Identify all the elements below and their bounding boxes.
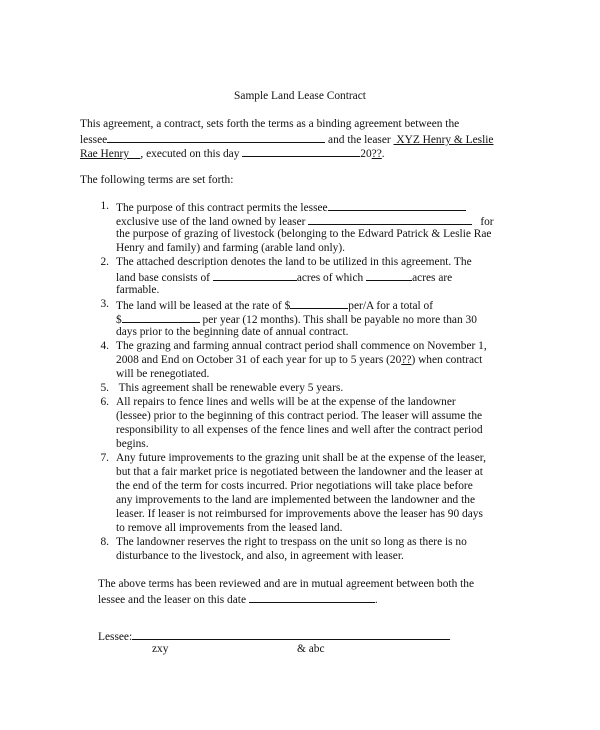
- lessee-name-blank[interactable]: [107, 131, 325, 143]
- term-2-acres-blank[interactable]: [213, 269, 297, 281]
- term-2-line-1: The attached description denotes the land to be utilized in this agreement. The: [116, 256, 472, 268]
- term-1-leaser-blank[interactable]: [308, 213, 472, 225]
- document-title: Sample Land Lease Contract: [234, 90, 366, 102]
- term-1-line-3: the purpose of grazing of livestock (belonging to the Edward Patrick & Leslie Rae: [116, 228, 492, 240]
- term-8-line-1: The landowner reserves the right to trespass on the unit so long as there is no: [116, 536, 467, 548]
- signature-name-1: zxy: [152, 643, 169, 655]
- term-3-total-blank[interactable]: [122, 311, 200, 323]
- term-3-line-3: days prior to the beginning date of annual contract.: [116, 326, 349, 338]
- term-4-text-2a: 2008 and End on October 31 of each year for up to 5 years (20: [116, 354, 402, 366]
- term-3-text-2b: per year (12 months). This shall be payable no more than 30: [199, 314, 477, 326]
- term-7-line-6: to remove all improvements from the leased land.: [116, 522, 343, 534]
- intro-line-3: [80, 145, 385, 161]
- term-1-text-2a: exclusive use of the land owned by leaser: [116, 216, 309, 228]
- term-6-number: 6.: [100, 396, 109, 408]
- term-6-line-3: responsibility to all expenses of the fence lines and well after the contract period: [116, 424, 483, 436]
- term-2-text-2b: acres of which: [296, 272, 367, 284]
- year-prefix: 20: [360, 148, 372, 160]
- signature-name-2: & abc: [297, 643, 325, 655]
- term-1-text-1: The purpose of this contract permits the lessee: [116, 202, 328, 214]
- year-suffix: ??: [371, 148, 382, 160]
- term-7-line-3: the end of the term for costs incurred. Prior negotiations will take place before: [116, 480, 473, 492]
- term-3-number: 3.: [100, 298, 109, 310]
- intro-line-1: This agreement, a contract, sets forth the terms as a binding agreement between the: [80, 118, 460, 130]
- term-1-text-2b: for: [480, 216, 494, 228]
- term-3-text-1a: The land will be leased at the rate of $: [116, 300, 291, 312]
- term-7-line-4: any improvements to the land are implemented between the landowner and the: [116, 494, 475, 506]
- term-5-line-1: This agreement shall be renewable every 5 years.: [116, 382, 344, 394]
- term-4-line-2: [116, 353, 482, 367]
- term-2-line-2: [116, 269, 452, 285]
- term-4-number: 4.: [100, 340, 109, 352]
- term-7-line-2: but that a fair market price is negotiated between the landowner and the leaser at: [116, 466, 483, 478]
- closing-text-end: .: [374, 594, 378, 606]
- term-2-number: 2.: [100, 256, 109, 268]
- term-4-line-1: The grazing and farming annual contract period shall commence on November 1,: [116, 340, 487, 352]
- term-2-text-2c: acres are: [412, 272, 453, 284]
- term-1-lessee-blank[interactable]: [328, 199, 466, 211]
- term-8-line-2: disturbance to the livestock, and also, in agreement with leaser.: [116, 550, 404, 562]
- lessee-signature-blank[interactable]: [132, 628, 450, 640]
- term-2-farmable-blank[interactable]: [366, 269, 412, 281]
- term-4-text-2c: ) when contract: [411, 354, 483, 366]
- leaser-name-1: XYZ Henry & Leslie: [393, 134, 494, 146]
- term-3-text-1b: per/A for a total of: [348, 300, 434, 312]
- term-7-line-5: leaser. If leaser is not reimbursed for improvements above the leaser has 90 days: [116, 508, 483, 520]
- execution-day-blank[interactable]: [242, 145, 360, 157]
- term-1-line-4: Henry and family) and farming (arable land only).: [116, 242, 345, 254]
- executed-text: , executed on this day: [140, 148, 243, 160]
- term-6-line-1: All repairs to fence lines and wells will be at the expense of the landowner: [116, 396, 456, 408]
- term-4-text-2b: ??: [401, 354, 412, 366]
- term-1-number: 1.: [100, 200, 109, 212]
- lessee-label: lessee: [80, 134, 108, 146]
- closing-date-blank[interactable]: [249, 591, 375, 603]
- term-7-line-1: Any future improvements to the grazing unit shall be at the expense of the leaser,: [116, 452, 486, 464]
- term-6-line-4: begins.: [116, 438, 149, 450]
- year-end: .: [381, 148, 385, 160]
- leaser-label: and the leaser: [325, 134, 394, 146]
- term-8-number: 8.: [100, 536, 109, 548]
- term-2-line-3: farmable.: [116, 284, 160, 296]
- closing-line-1: The above terms has been reviewed and are in mutual agreement between both the: [98, 578, 475, 590]
- terms-heading: The following terms are set forth:: [80, 174, 234, 186]
- term-3-rate-blank[interactable]: [290, 297, 348, 309]
- signature-label: Lessee:: [98, 631, 133, 643]
- term-2-text-2a: land base consists of: [116, 272, 213, 284]
- term-5-number: 5.: [100, 382, 109, 394]
- closing-text-2: lessee and the leaser on this date: [98, 594, 249, 606]
- term-4-line-3: will be renegotiated.: [116, 368, 210, 380]
- term-6-line-2: (lessee) prior to the beginning of this contract period. The leaser will assume the: [116, 410, 483, 422]
- signature-line: [98, 628, 450, 644]
- term-7-number: 7.: [100, 452, 109, 464]
- term-3-text-2a: $: [116, 314, 122, 326]
- leaser-name-2: Rae Henry: [80, 148, 141, 160]
- closing-line-2: [98, 591, 378, 607]
